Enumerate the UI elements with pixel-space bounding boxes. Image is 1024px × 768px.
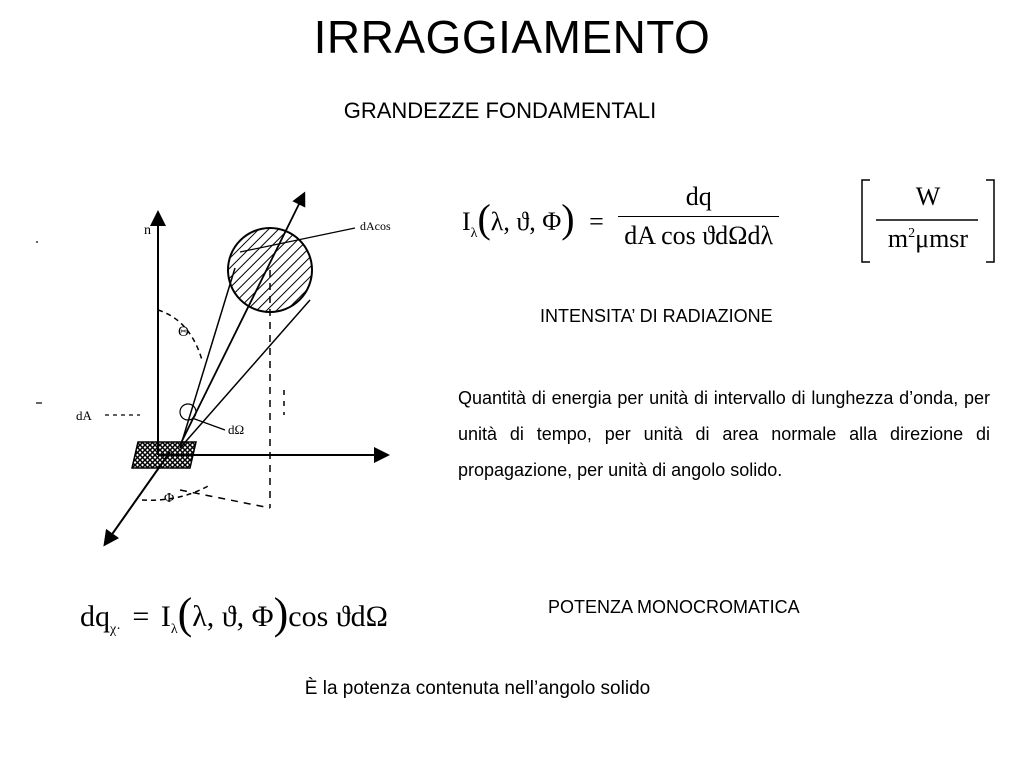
- intensity-label: INTENSITA’ DI RADIAZIONE: [540, 306, 773, 326]
- surface-element: [132, 442, 196, 468]
- power-description: È la potenza contenuta nell’angolo solido: [304, 678, 651, 699]
- power-lhs-subscript: χ·: [110, 622, 121, 637]
- diagram-label-domega: dΩ: [228, 422, 245, 437]
- intensity-description: Quantità di energia per unità di intervallo di lunghezza d’onda, per unità di tempo, per unità di area normale alla direzione di propagazione, per unità di angolo solido.: [458, 388, 990, 480]
- intensity-arguments: λ, ϑ, Φ: [490, 207, 562, 236]
- power-arguments: λ, ϑ, Φ: [192, 600, 274, 633]
- intensity-fraction: [618, 182, 779, 251]
- diagram-label-da: dA: [76, 408, 92, 423]
- intensity-numerator: dq: [685, 182, 712, 211]
- power-equation: $dq_{\chi\cdot} = I_\lambda(\lambda$, ϑ, Φ)cos ϑdΩ: [80, 589, 388, 638]
- radiation-geometry-diagram: [30, 190, 430, 550]
- intensity-equation: $I_\lambda(\lambda$, ϑ, Φ) = $\frac{dq}{\text{dA cos ϑdΩdλ}}$: [462, 182, 779, 251]
- power-symbol: I: [160, 600, 171, 633]
- cone-line: [180, 268, 235, 448]
- intensity-denominator: dA cos ϑdΩdλ: [618, 216, 779, 251]
- diagram-label-n: n: [144, 223, 151, 238]
- diagram-label-theta: Θ: [178, 324, 189, 340]
- page-subtitle: GRANDEZZE FONDAMENTALI: [343, 98, 657, 123]
- diagram-label-phi: Φ: [164, 491, 175, 506]
- cone-line: [180, 300, 310, 448]
- power-label: POTENZA MONOCROMATICA: [548, 597, 800, 617]
- diagram-label-dAcos: dAcos: [360, 219, 391, 233]
- intensity-symbol: I: [462, 207, 471, 236]
- power-lhs: dq: [80, 600, 110, 633]
- power-symbol-subscript: λ: [170, 622, 178, 637]
- power-equals: =: [132, 600, 150, 633]
- intensity-subscript: λ: [470, 226, 478, 241]
- page-title: IRRAGGIAMENTO: [313, 11, 711, 63]
- power-rhs: cos ϑdΩ: [288, 600, 388, 633]
- unit-denominator: $m^2\mu msr$: [887, 224, 969, 253]
- unit-numerator: W: [915, 182, 941, 211]
- intensity-equals: =: [589, 207, 604, 236]
